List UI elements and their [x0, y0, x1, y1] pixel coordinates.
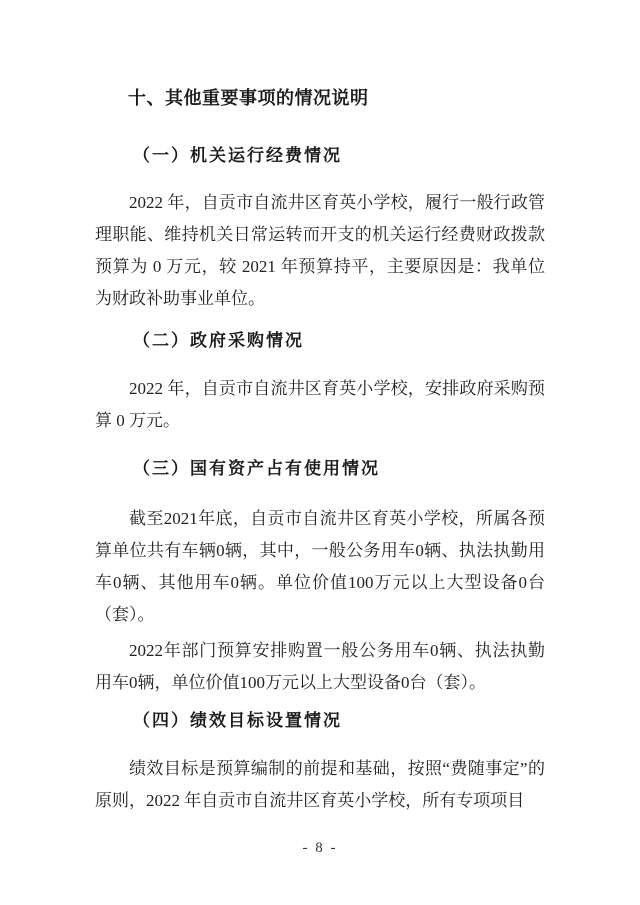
page-number: - 8 -	[302, 840, 338, 856]
section-title-government-procurement: （二）政府采购情况	[133, 331, 304, 350]
paragraph-state-assets-current: 截至2021年底，自贡市自流井区育英小学校，所属各预算单位共有车辆0辆，其中，一般公务用车0辆、执法执勤用车0辆、其他用车0辆。单位价值100万元以上大型设备0台（套）。	[95, 509, 545, 624]
paragraph-performance-targets: 绩效目标是预算编制的前提和基础，按照“费随事定”的原则，2022 年自贡市自流井区育英小学校，所有专项项目	[95, 759, 545, 810]
document-heading: 十、其他重要事项的情况说明	[128, 88, 369, 108]
paragraph-state-assets-budgeted: 2022年部门预算安排购置一般公务用车0辆、执法执勤用车0辆，单位价值100万元以上大型设备0台（套）。	[95, 641, 545, 692]
section-title-organ-operating-funds: （一）机关运行经费情况	[133, 146, 342, 165]
section-title-state-assets: （三）国有资产占有使用情况	[133, 459, 380, 478]
paragraph-organ-operating-funds: 2022 年，自贡市自流井区育英小学校，履行一般行政管理职能、维持机关日常运转而开支的机关运行经费财政拨款预算为 0 万元，较 2021 年预算持平，主要原因是：我单位为财政补助事业单位。	[95, 193, 545, 308]
paragraph-government-procurement: 2022 年，自贡市自流井区育英小学校，安排政府采购预算 0 万元。	[95, 379, 545, 430]
section-title-performance-targets: （四）绩效目标设置情况	[133, 711, 342, 730]
